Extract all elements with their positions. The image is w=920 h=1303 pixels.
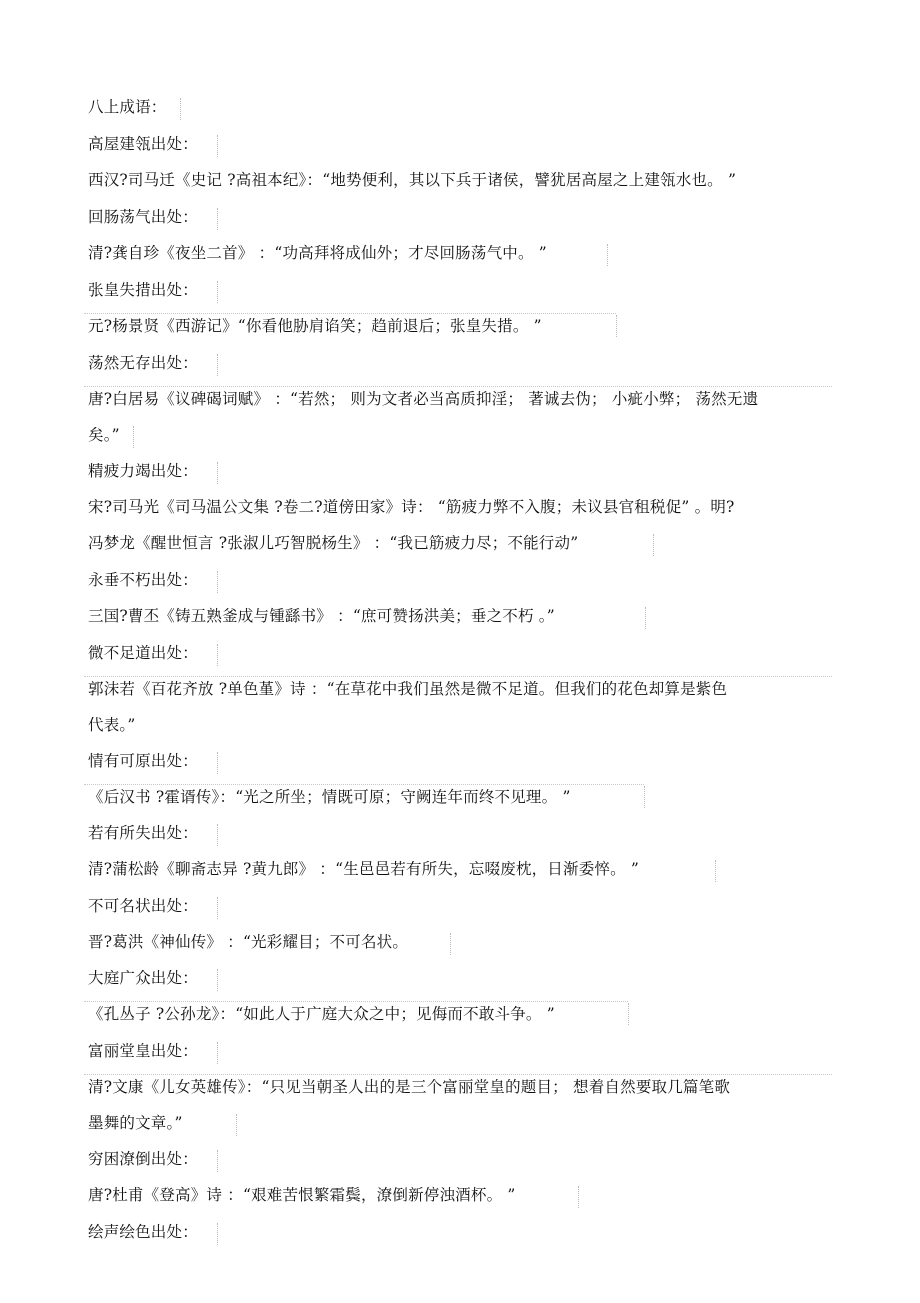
frame-marker [616,315,617,337]
idiom-heading: 微不足道出处： [88,644,198,662]
frame-marker [217,208,218,230]
idiom-source: 唐?杜甫《登高》诗 ：“艰难苦恨繁霜鬓，潦倒新停浊酒杯。 ” [88,1186,516,1204]
frame-marker [217,1042,218,1064]
frame-marker [217,644,218,666]
idiom-source: 唐?白居易《议碑碣词赋》 ：“若然； 则为文者必当高质抑淫； 著诚去伪； 小疵小弊； 荡然无遗 [88,390,759,408]
frame-marker [217,354,218,376]
idiom-heading: 穷困潦倒出处： [88,1150,198,1168]
idiom-source: 《孔丛子 ?公孙龙》：“如此人于广庭大众之中；见侮而不敢斗争。 ” [88,1005,555,1023]
frame-marker [578,1186,579,1208]
idiom-source-continued: 代表。” [88,716,136,734]
frame-marker [133,426,134,448]
frame-marker [180,98,181,120]
idiom-heading: 不可名状出处： [88,897,198,915]
idiom-heading: 精疲力竭出处： [88,462,198,480]
section-heading: 八上成语： [88,98,167,116]
frame-marker [236,1114,237,1136]
frame-marker [217,1150,218,1172]
idiom-source: 西汉?司马迁《史记 ?高祖本纪》：“地势便利，其以下兵于诸侯，譬犹居高屋之上建瓴水也。 ” [88,171,737,189]
frame-marker [84,1001,628,1002]
frame-marker [84,1074,832,1075]
idiom-source: 元?杨景贤《西游记》“你看他胁肩谄笑；趋前退后；张皇失措。 ” [88,317,542,335]
idiom-heading: 富丽堂皇出处： [88,1042,198,1060]
frame-marker [217,824,218,846]
frame-marker [84,784,644,785]
frame-marker [715,860,716,882]
frame-marker [607,244,608,266]
idiom-source: 宋?司马光《司马温公文集 ?卷二?道傍田家》诗： “筋疲力弊不入腹；未议县官租税促” 。明? [88,498,735,516]
frame-marker [217,281,218,303]
idiom-source-continued: 墨舞的文章。” [88,1114,183,1132]
frame-marker [217,752,218,774]
frame-marker [217,462,218,484]
frame-marker [217,1223,218,1245]
idiom-heading: 张皇失措出处： [88,281,198,299]
idiom-heading: 若有所失出处： [88,824,198,842]
frame-marker [644,786,645,808]
idiom-heading: 情有可原出处： [88,752,198,770]
frame-marker [217,897,218,919]
frame-marker [653,534,654,556]
idiom-source: 清?龚自珍《夜坐二首》 ：“功高拜将成仙外；才尽回肠荡气中。 ” [88,244,547,262]
idiom-source: 清?蒲松龄《聊斋志异 ?黄九郎》 ：“生邑邑若有所失，忘啜废枕，日渐委悴。 ” [88,860,640,878]
frame-marker [628,1003,629,1025]
idiom-source: 三国?曹丕《铸五熟釜成与锺繇书》 ：“庶可赞扬洪美；垂之不朽 。” [88,607,555,625]
idiom-heading: 永垂不朽出处： [88,571,198,589]
idiom-source: 清?文康《儿女英雄传》：“只见当朝圣人出的是三个富丽堂皇的题目； 想着自然要取几篇笔歌 [88,1078,731,1096]
idiom-heading: 回肠荡气出处： [88,208,198,226]
idiom-heading: 荡然无存出处： [88,354,198,372]
idiom-heading: 高屋建瓴出处： [88,135,198,153]
frame-marker [84,386,832,387]
frame-marker [84,676,832,677]
idiom-source: 晋?葛洪《神仙传》 ：“光彩耀目；不可名状。 [88,933,409,951]
idiom-source: 郭沫若《百花齐放 ?单色堇》诗 ：“在草花中我们虽然是微不足道。但我们的花色却算是紫色 [88,680,728,698]
frame-marker [84,313,616,314]
frame-marker [450,933,451,955]
frame-marker [217,135,218,157]
idiom-heading: 绘声绘色出处： [88,1223,198,1241]
idiom-source-continued: 矣。” [88,426,120,444]
frame-marker [217,969,218,991]
idiom-heading: 大庭广众出处： [88,969,198,987]
idiom-source-continued: 冯梦龙《醒世恒言 ?张淑儿巧智脱杨生》 ：“我已筋疲力尽；不能行动” [88,534,579,552]
frame-marker [217,571,218,593]
frame-marker [645,607,646,629]
idiom-source: 《后汉书 ?霍谞传》：“光之所坐；情既可原；守阙连年而终不见理。 ” [88,788,571,806]
